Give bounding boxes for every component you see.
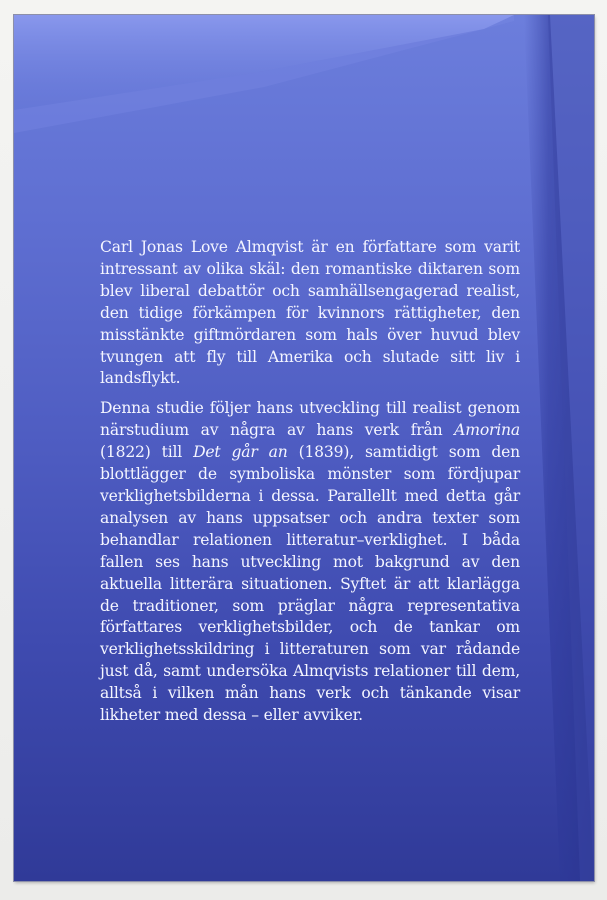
dark-edge-strip	[520, 15, 594, 881]
blurb-text	[100, 237, 520, 735]
blurb-text-segment: (1839), samtidigt som den blottlägger de symboliska mönster som fördjupar verklighetsbilderna i dessa. Parallellt med detta går analysen av hans uppsatser och andra texter som behandlar relationen litteratur–verklighet. I båda fallen ses hans utveckling mot bakgrund av den aktuella litterära situationen. Syftet är att klarlägga de traditioner, som präglar några representativa författares verklighetsbilder, och de tankar om verklighetsskildring i litteraturen som var rådande just då, samt undersöka Almqvists relationer till dem, alltså i vilken mån hans verk och tänkande visar likheter med dessa – eller avviker.	[100, 443, 520, 725]
diagonal-light-band	[14, 15, 594, 225]
blurb-paragraph-1: Carl Jonas Love Almqvist är en författare som varit intressant av olika skäl: den romantiske diktaren som blev liberal debattör och samhällsengagerad realist, den tidige förkämpen för kvinnors rättigheter, den misstänkte giftmördaren som hals över huvud blev tvungen att fly till Amerika och slutade sitt liv i landsflykt.	[100, 238, 520, 388]
work-title-amorina: Amorina	[454, 421, 520, 440]
book-back-cover	[14, 15, 594, 881]
blurb-text-segment: (1822) till	[100, 443, 194, 462]
work-title-det-gar-an: Det går an	[193, 443, 288, 462]
blurb-text-segment: Denna studie följer hans utveckling till realist genom närstudium av några av hans verk från	[100, 399, 520, 440]
blurb-paragraph-2	[100, 398, 520, 727]
